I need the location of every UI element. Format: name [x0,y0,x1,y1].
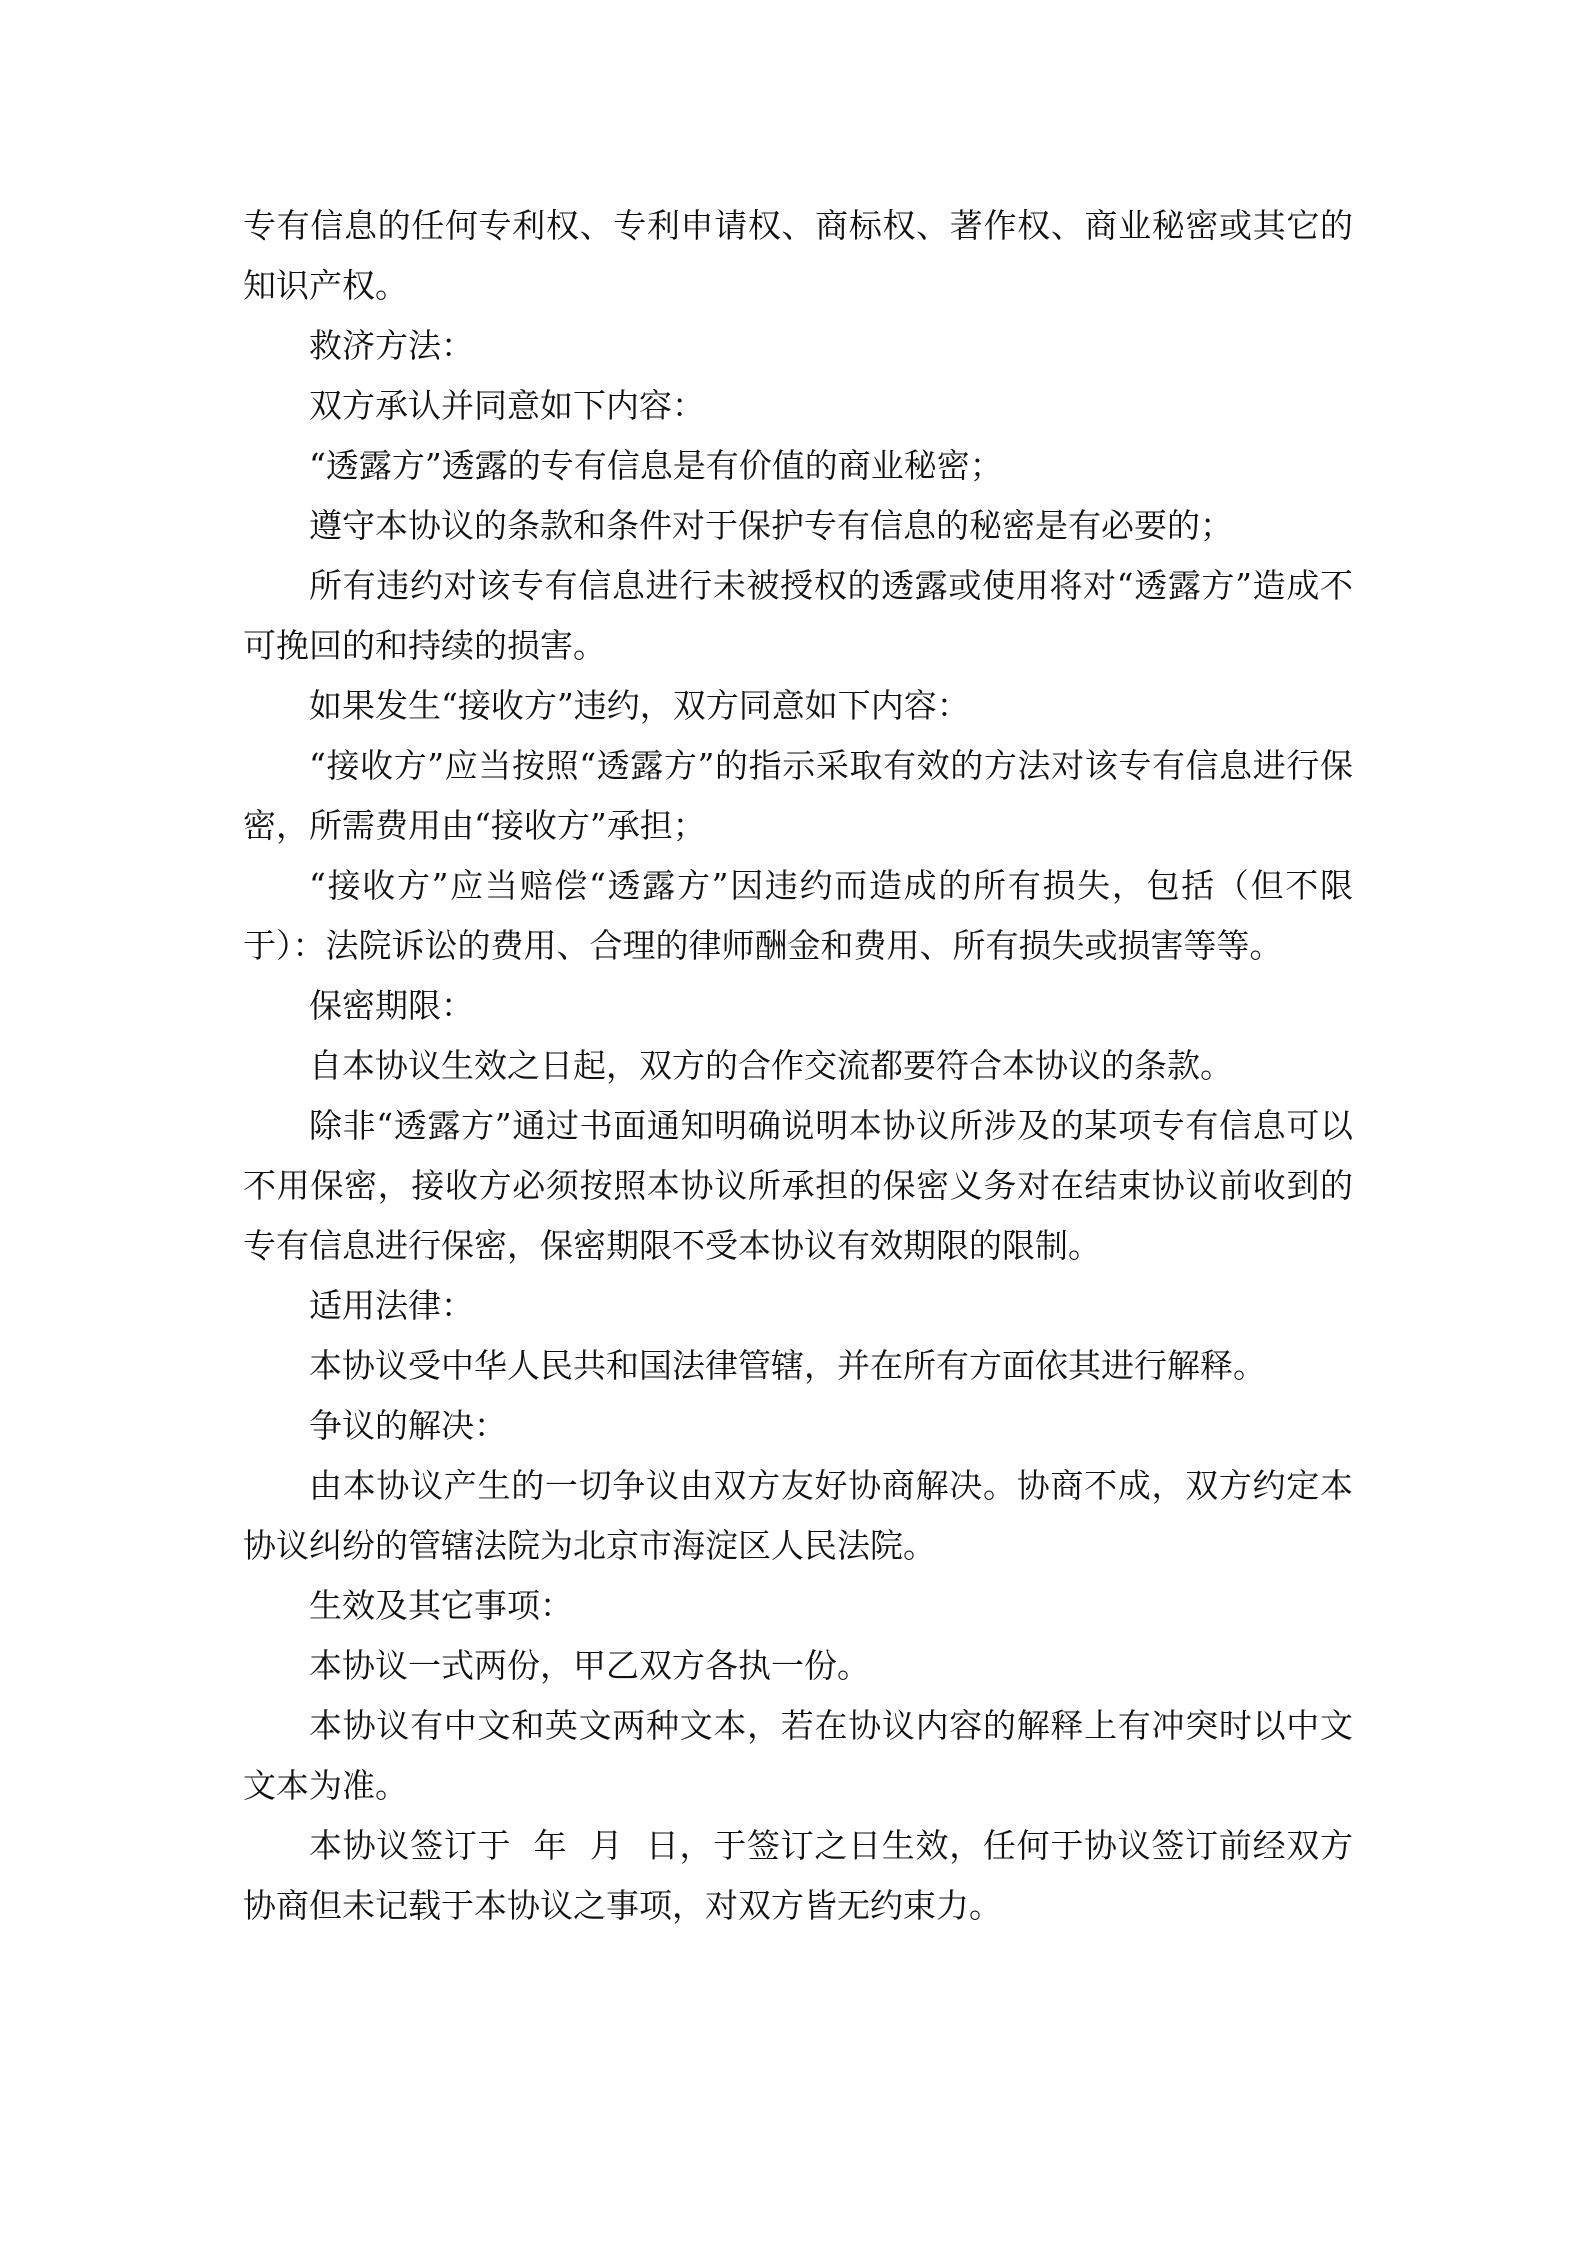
paragraph-trade-secret: “透露方”透露的专有信息是有价值的商业秘密； [309,446,1003,485]
paragraph-languages: 本协议有中文和英文两种文本，若在协议内容的解释上有冲突时以中文文本为准。 [243,1706,1353,1805]
paragraph-breach-confidentiality: “接收方”应当按照“透露方”的指示采取有效的方法对该专有信息进行保密，所需费用由“接收方”承担； [243,746,1353,845]
paragraph-governing-law: 本协议受中华人民共和国法律管辖，并在所有方面依其进行解释。 [309,1346,1266,1385]
paragraph-agreement-intro: 双方承认并同意如下内容： [309,386,705,425]
paragraph-compliance: 遵守本协议的条款和条件对于保护专有信息的秘密是有必要的； [309,506,1233,545]
paragraph-copies: 本协议一式两份，甲乙双方各执一份。 [309,1646,870,1685]
document-page [243,196,1353,1936]
heading-governing-law: 适用法律： [309,1286,474,1325]
heading-confidentiality-period: 保密期限： [309,986,474,1025]
paragraph-ip-rights: 专有信息的任何专利权、专利申请权、商标权、著作权、商业秘密或其它的知识产权。 [243,206,1353,305]
paragraph-irreparable-harm: 所有违约对该专有信息进行未被授权的透露或使用将对“透露方”造成不可挽回的和持续的损害。 [243,566,1353,665]
paragraph-dispute-resolution: 由本协议产生的一切争议由双方友好协商解决。协商不成，双方约定本协议纠纷的管辖法院为北京市海淀区人民法院。 [243,1466,1353,1565]
heading-effectiveness: 生效及其它事项： [309,1586,573,1625]
paragraph-effective-cooperation: 自本协议生效之日起，双方的合作交流都要符合本协议的条款。 [309,1046,1233,1085]
paragraph-confidentiality-obligation: 除非“透露方”通过书面通知明确说明本协议所涉及的某项专有信息可以不用保密，接收方必须按照本协议所承担的保密义务对在结束协议前收到的专有信息进行保密，保密期限不受本协议有效期限的限制。 [243,1106,1353,1265]
heading-dispute-resolution: 争议的解决： [309,1406,507,1445]
paragraph-signing-date: 本协议签订于 年 月 日，于签订之日生效，任何于协议签订前经双方协商但未记载于本协议之事项，对双方皆无约束力。 [243,1826,1353,1925]
paragraph-breach-compensation: “接收方”应当赔偿“透露方”因违约而造成的所有损失，包括（但不限于）：法院诉讼的费用、合理的律师酬金和费用、所有损失或损害等等。 [243,866,1353,965]
paragraph-breach-intro: 如果发生“接收方”违约，双方同意如下内容： [309,686,970,725]
heading-remedies: 救济方法： [309,326,474,365]
